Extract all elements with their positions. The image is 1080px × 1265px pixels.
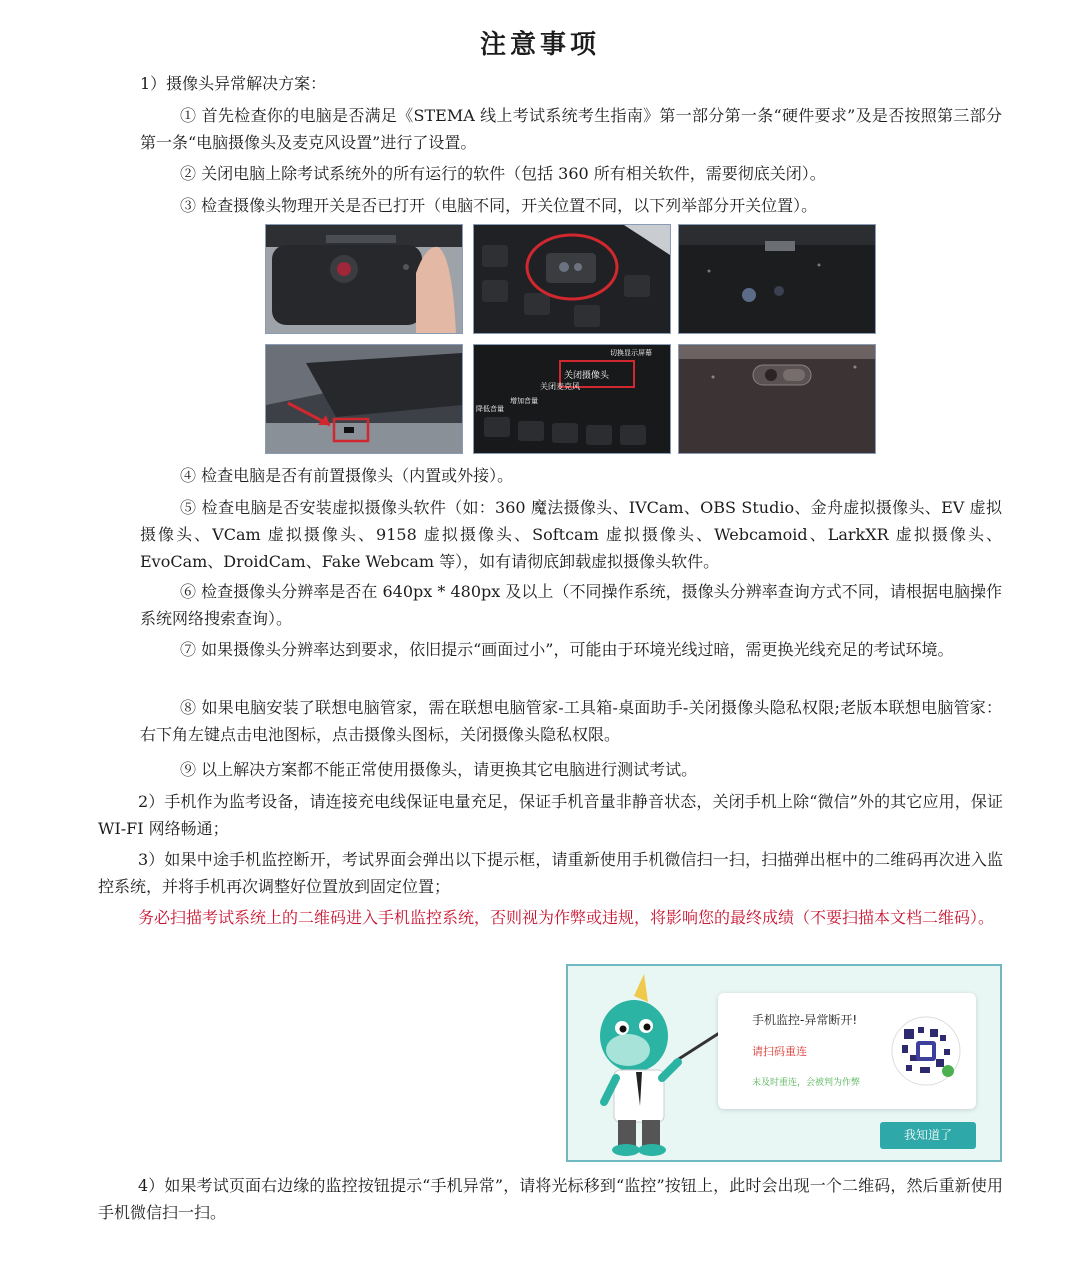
photo-keyboard-camera-key (473, 224, 671, 334)
mascot-illustration (574, 966, 724, 1160)
section-3: 3）如果中途手机监控断开，考试界面会弹出以下提示框，请重新使用手机微信扫一扫，扫描弹出框中的二维码再次进入监控系统，并将手机再次调整好位置放到固定位置； (98, 850, 1003, 896)
section-1-heading: 1）摄像头异常解决方案： (140, 74, 327, 93)
camera-switch-photos (265, 224, 875, 456)
photo-webcam-slider (265, 224, 463, 334)
step-7: ⑦ 如果摄像头分辨率达到要求，依旧提示“画面过小”，可能由于环境光线过暗，需更换光线充足的考试环境。 (180, 640, 954, 659)
step-2: ② 关闭电脑上除考试系统外的所有运行的软件（包括 360 所有相关软件，需要彻底关闭）。 (180, 164, 826, 183)
label-switch-screen: 切换显示屏幕 (610, 349, 652, 357)
step-4: ④ 检查电脑是否有前置摄像头（内置或外接）。 (180, 466, 514, 485)
photo-bezel-shutter (678, 224, 876, 334)
step-9: ⑨ 以上解决方案都不能正常使用摄像头，请更换其它电脑进行测试考试。 (180, 760, 698, 779)
step-3: ③ 检查摄像头物理开关是否已打开（电脑不同，开关位置不同，以下列举部分开关位置）。 (180, 196, 818, 215)
page-title: 注意事项 (479, 30, 600, 60)
label-volume-up: 增加音量 (510, 397, 538, 405)
ok-button[interactable]: 我知道了 (880, 1122, 976, 1149)
photo-function-keys (473, 344, 671, 454)
step-1: ① 首先检查你的电脑是否满足《STEMA 线上考试系统考生指南》第一部分第一条“硬件要求”及是否按照第三部分第一条“电脑摄像头及麦克风设置”进行了设置。 (140, 106, 1002, 152)
label-close-camera: 关闭摄像头 (564, 371, 610, 381)
step-6: ⑥ 检查摄像头分辨率是否在 640px * 480px 及以上（不同操作系统，摄像头分辨率查询方式不同，请根据电脑操作系统网络搜索查询）。 (140, 582, 1002, 628)
label-volume-down: 降低音量 (476, 405, 504, 413)
qr-code-icon (890, 1015, 962, 1087)
section-2: 2）手机作为监考设备，请连接充电线保证电量充足，保证手机音量非静音状态，关闭手机上除“微信”外的其它应用，保证 WI-FI 网络畅通； (98, 792, 1003, 838)
photo-side-switch (265, 344, 463, 454)
alert-rescan-text: 请扫码重连 (752, 1045, 807, 1058)
monitor-disconnect-dialog (566, 964, 1002, 1162)
step-8: ⑧ 如果电脑安装了联想电脑管家，需在联想电脑管家-工具箱-桌面助手-关闭摄像头隐私权限;老版本联想电脑管家：右下角左键点击电池图标，点击摄像头图标，关闭摄像头隐私权限。 (140, 698, 1002, 744)
scan-warning: 务必扫描考试系统上的二维码进入手机监控系统，否则视为作弊或违规，将影响您的最终成绩（不要扫描本文档二维码）。 (138, 908, 995, 927)
alert-card (718, 993, 976, 1109)
photo-sliding-shutter (678, 344, 876, 454)
alert-warning-text: 未及时重连，会被判为作弊 (752, 1078, 861, 1088)
label-close-mic: 关闭麦克风 (540, 382, 580, 391)
step-5: ⑤ 检查电脑是否安装虚拟摄像头软件（如：360 魔法摄像头、IVCam、OBS Studio、金舟虚拟摄像头、EV 虚拟摄像头、VCam 虚拟摄像头、9158 虚拟摄像头、Softcam 虚拟摄像头、Webcamoid、LarkXR 虚拟摄像头、EvoCam、DroidCam、Fake Webcam 等），如有请彻底卸载虚拟摄像头软件。 (140, 498, 1002, 571)
section-4: 4）如果考试页面右边缘的监控按钮提示“手机异常”，请将光标移到“监控”按钮上，此时会出现一个二维码，然后重新使用手机微信扫一扫。 (98, 1176, 1003, 1222)
alert-heading: 手机监控-异常断开! (752, 1013, 858, 1027)
